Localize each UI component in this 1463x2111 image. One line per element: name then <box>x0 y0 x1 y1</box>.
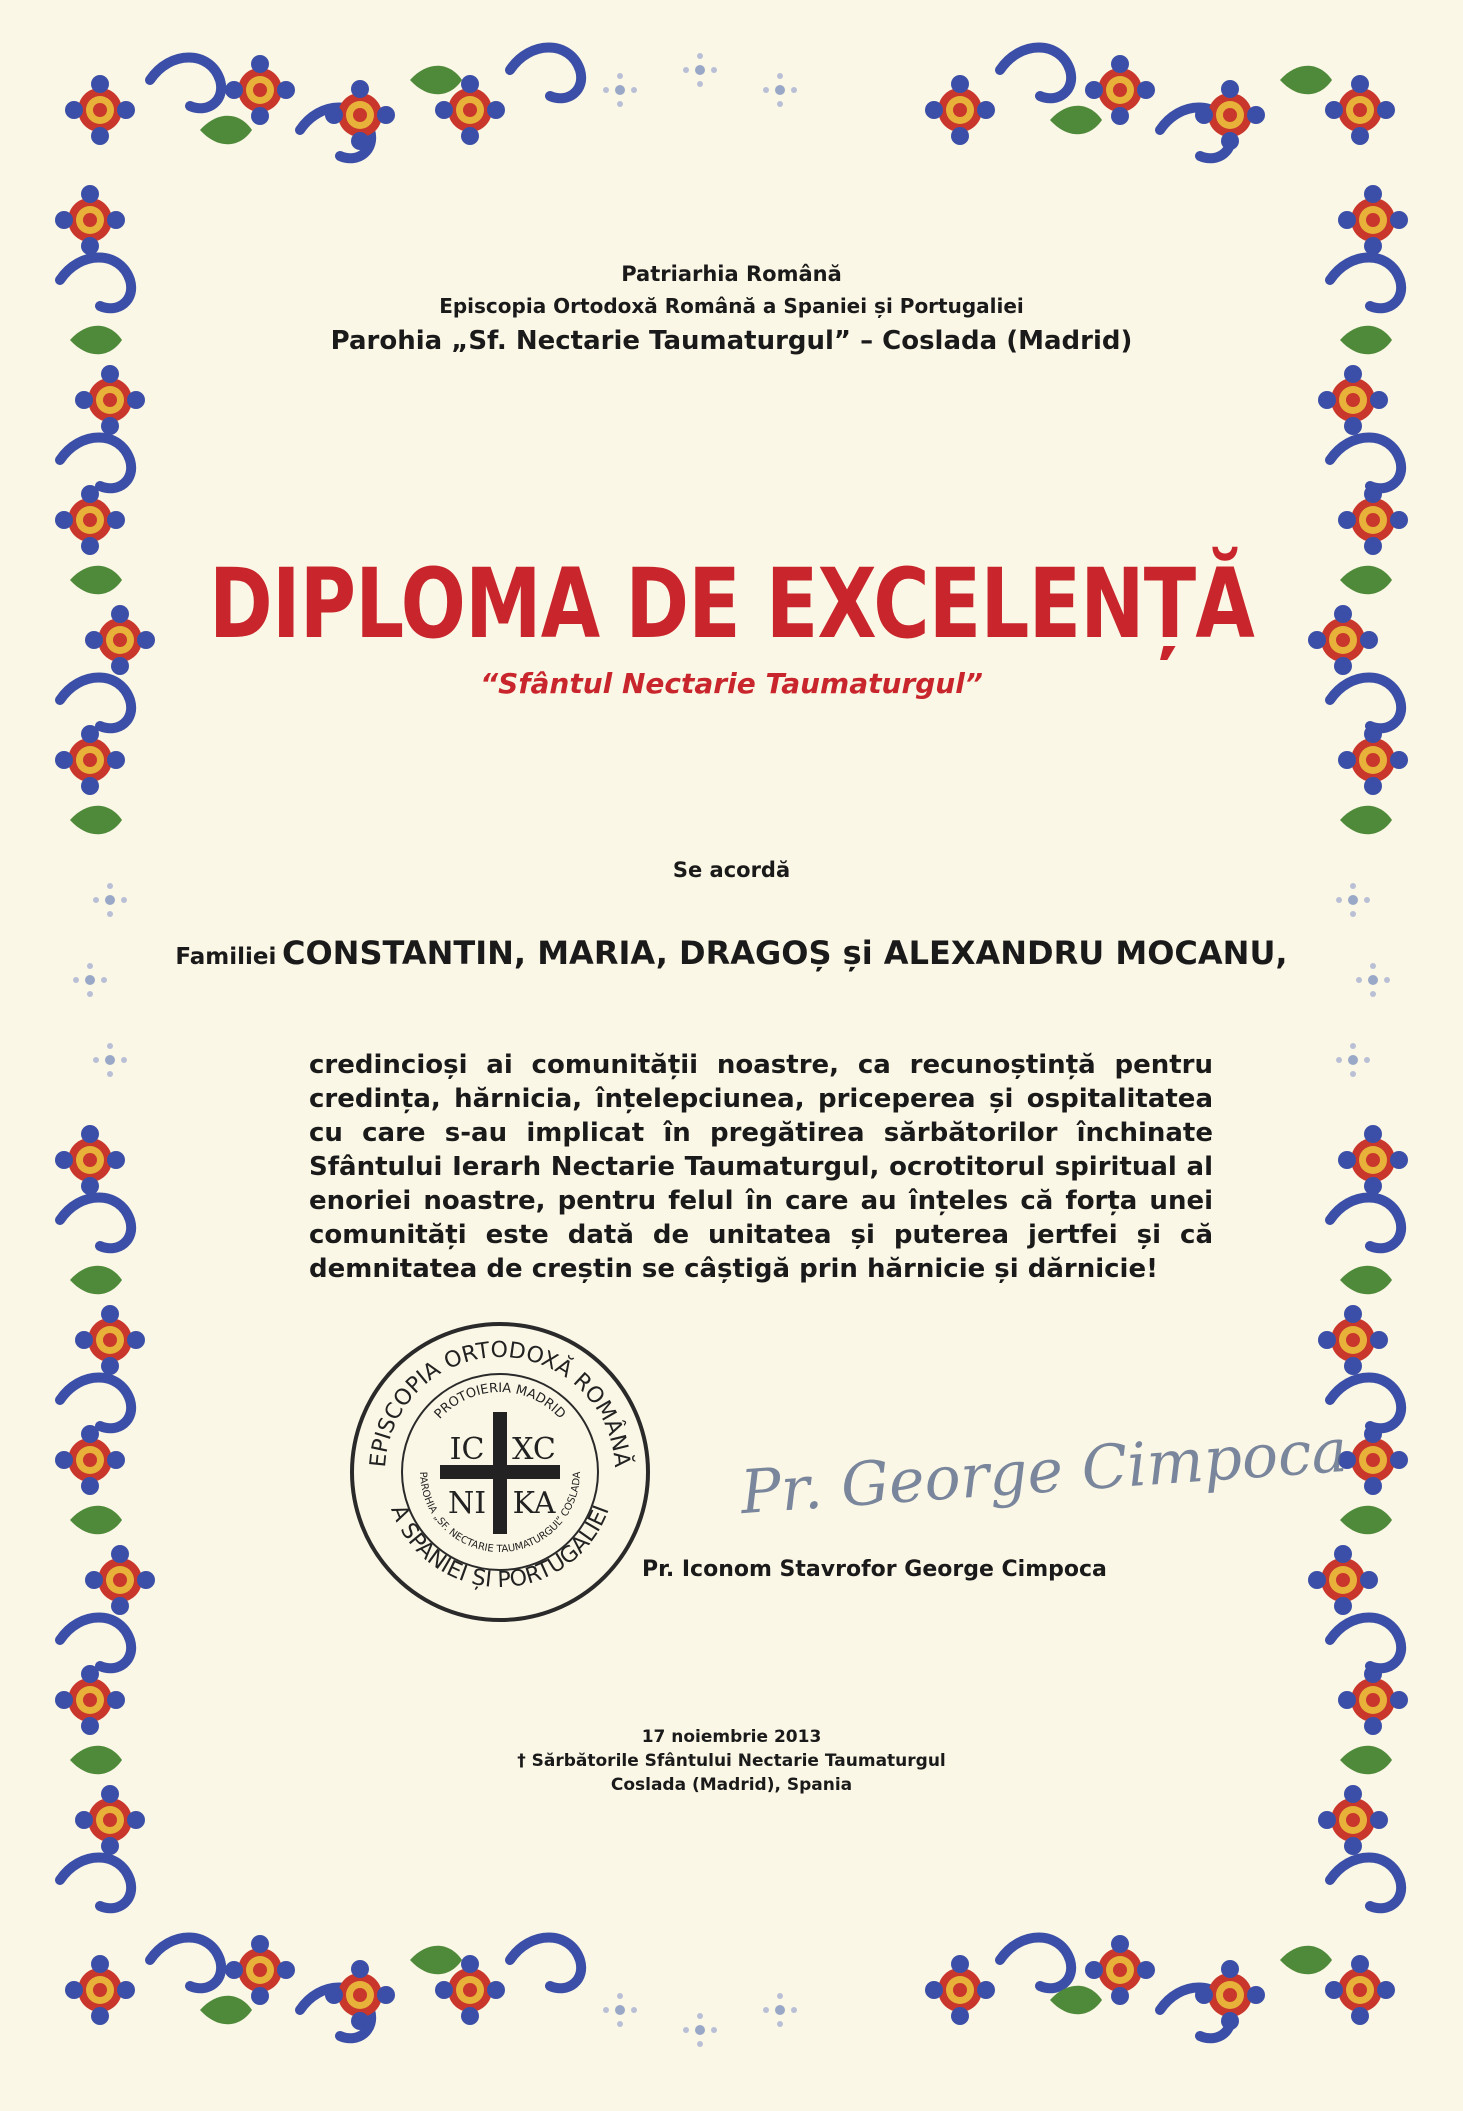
seal-xc: XC <box>512 1432 556 1467</box>
header-diocese: Episcopia Ortodoxă Română a Spaniei și Portugaliei <box>439 294 1024 318</box>
seal-ni: NI <box>447 1486 487 1521</box>
parish-seal <box>345 1317 655 1627</box>
seal-ic: IC <box>449 1432 485 1467</box>
diploma-subtitle: “Sfântul Nectarie Taumaturgul” <box>480 667 983 700</box>
footer-event: † Sărbătorile Sfântului Nectarie Taumaturgul <box>517 1751 946 1771</box>
handwritten-signature: Pr. George Cimpoca <box>738 1415 1350 1529</box>
seal-inner-top: PROTOIERIA MADRID <box>431 1380 569 1423</box>
footer-date: 17 noiembrie 2013 <box>641 1727 822 1747</box>
signer-name: Pr. Iconom Stavrofor George Cimpoca <box>642 1557 1107 1582</box>
seal-outer-bottom: A SPANIEI ȘI PORTUGALIEI <box>385 1501 615 1594</box>
seal-outer-top: EPISCOPIA ORTODOXĂ ROMÂNĂ <box>365 1337 635 1469</box>
header-patriarchate: Patriarhia Română <box>621 262 842 286</box>
diploma-title: DIPLOMA DE EXCELENȚĂ <box>209 548 1254 660</box>
seal-inner-bottom: PAROHIA „SF. NECTARIE TAUMATURGUL” COSLADA <box>416 1471 584 1556</box>
footer-place: Coslada (Madrid), Spania <box>610 1775 853 1795</box>
seal-ka: KA <box>512 1486 556 1521</box>
awarded-label: Se acordă <box>672 858 791 882</box>
recipient <box>0 934 1463 972</box>
header-parish: Parohia „Sf. Nectarie Taumaturgul” – Coslada (Madrid) <box>330 326 1133 356</box>
recipient-prefix: Familiei <box>175 944 277 970</box>
recipient-names: CONSTANTIN, MARIA, DRAGOȘ și ALEXANDRU MOCANU, <box>281 934 1288 972</box>
citation-text: credincioși ai comunității noastre, ca recunoștință pentru credința, hărnicia, înțelepciunea, priceperea și ospitalitatea cu care s-au implicat în pregătirea sărbătorilor închinate Sfântului Ierarh Nectarie Taumaturgul, ocrotitorul spiritual al enoriei noastre, pentru felul în care au înțeles că forța unei comunități este dată de unitatea și puterea jertfei și că demnitatea de creștin se câștigă prin hărnicie și dărnicie! <box>309 1050 1213 1284</box>
